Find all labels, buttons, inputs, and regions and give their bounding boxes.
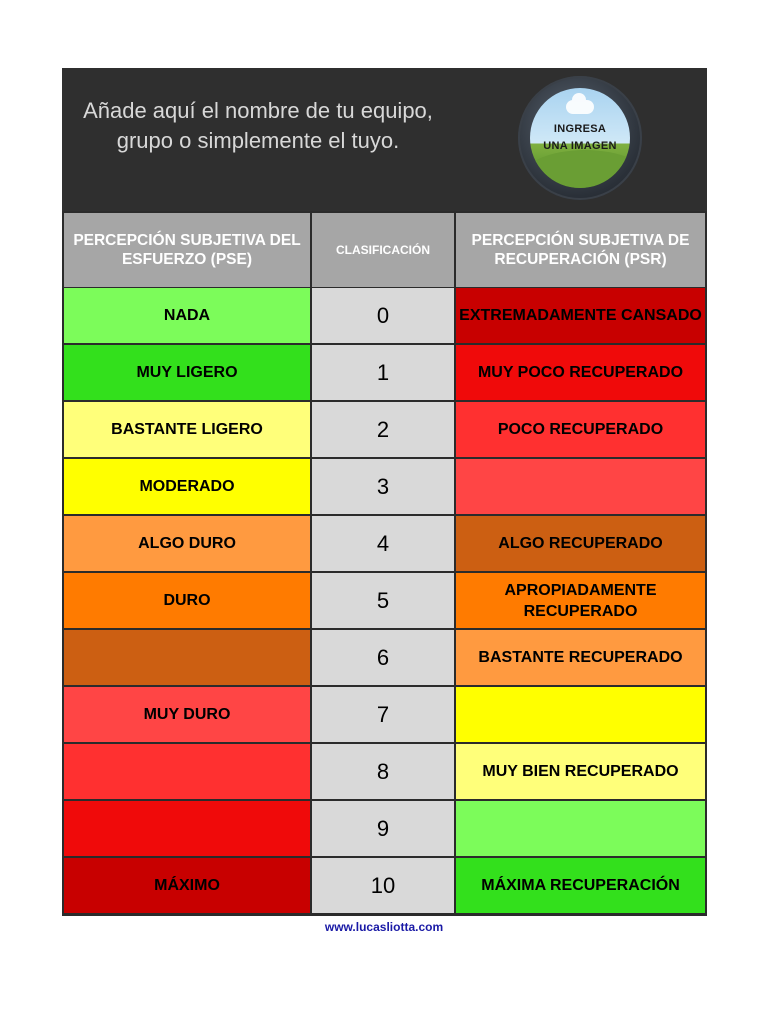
hill-icon — [530, 150, 630, 188]
table-body — [64, 287, 705, 914]
table-row — [64, 572, 705, 629]
pse-cell: DURO — [64, 573, 310, 628]
psr-cell: BASTANTE RECUPERADO — [456, 630, 705, 685]
rating-cell: 4 — [312, 516, 454, 571]
pse-cell — [64, 630, 310, 685]
psr-cell: APROPIADAMENTE RECUPERADO — [456, 573, 705, 628]
table-row — [64, 686, 705, 743]
pse-cell: BASTANTE LIGERO — [64, 402, 310, 457]
table-row — [64, 287, 705, 344]
rating-cell: 0 — [312, 288, 454, 343]
rating-cell: 7 — [312, 687, 454, 742]
pse-cell — [64, 801, 310, 856]
image-placeholder-label-line2: UNA IMAGEN — [543, 140, 617, 152]
psr-cell — [456, 459, 705, 514]
pse-cell: MODERADO — [64, 459, 310, 514]
header-banner — [62, 68, 707, 211]
table-row — [64, 401, 705, 458]
psr-cell: ALGO RECUPERADO — [456, 516, 705, 571]
rating-cell: 8 — [312, 744, 454, 799]
image-placeholder-label — [530, 121, 630, 155]
rating-cell: 3 — [312, 459, 454, 514]
image-placeholder-label-line1: INGRESA — [553, 123, 607, 135]
table-row — [64, 857, 705, 914]
scale-sheet — [62, 68, 707, 916]
header-rating: CLASIFICACIÓN — [312, 213, 454, 287]
pse-cell: MUY LIGERO — [64, 345, 310, 400]
landscape-image-icon — [530, 88, 630, 188]
psr-cell: POCO RECUPERADO — [456, 402, 705, 457]
table-row — [64, 800, 705, 857]
pse-cell — [64, 744, 310, 799]
pse-cell: MÁXIMO — [64, 858, 310, 913]
header-psr: PERCEPCIÓN SUBJETIVA DE RECUPERACIÓN (PSR) — [456, 213, 705, 287]
header-pse: PERCEPCIÓN SUBJETIVA DEL ESFUERZO (PSE) — [64, 213, 310, 287]
psr-cell: MUY POCO RECUPERADO — [456, 345, 705, 400]
table-row — [64, 344, 705, 401]
psr-cell — [456, 801, 705, 856]
table-row — [64, 629, 705, 686]
rating-cell: 2 — [312, 402, 454, 457]
cloud-icon — [566, 100, 594, 114]
table-header-row — [64, 213, 705, 287]
rating-cell: 9 — [312, 801, 454, 856]
psr-cell: MÁXIMA RECUPERACIÓN — [456, 858, 705, 913]
table-row — [64, 515, 705, 572]
rating-cell: 1 — [312, 345, 454, 400]
table-row — [64, 458, 705, 515]
table-row — [64, 743, 705, 800]
pse-cell: MUY DURO — [64, 687, 310, 742]
image-placeholder-icon[interactable] — [518, 76, 642, 200]
team-name-text[interactable]: Añade aquí el nombre de tu equipo, grupo o simplemente el tuyo. — [83, 98, 433, 153]
psr-cell: MUY BIEN RECUPERADO — [456, 744, 705, 799]
psr-cell: EXTREMADAMENTE CANSADO — [456, 288, 705, 343]
pse-cell: NADA — [64, 288, 310, 343]
effort-recovery-table — [64, 213, 705, 914]
pse-cell: ALGO DURO — [64, 516, 310, 571]
rating-cell: 6 — [312, 630, 454, 685]
psr-cell — [456, 687, 705, 742]
rating-cell: 10 — [312, 858, 454, 913]
rating-cell: 5 — [312, 573, 454, 628]
website-link[interactable]: www.lucasliotta.com — [324, 920, 444, 934]
